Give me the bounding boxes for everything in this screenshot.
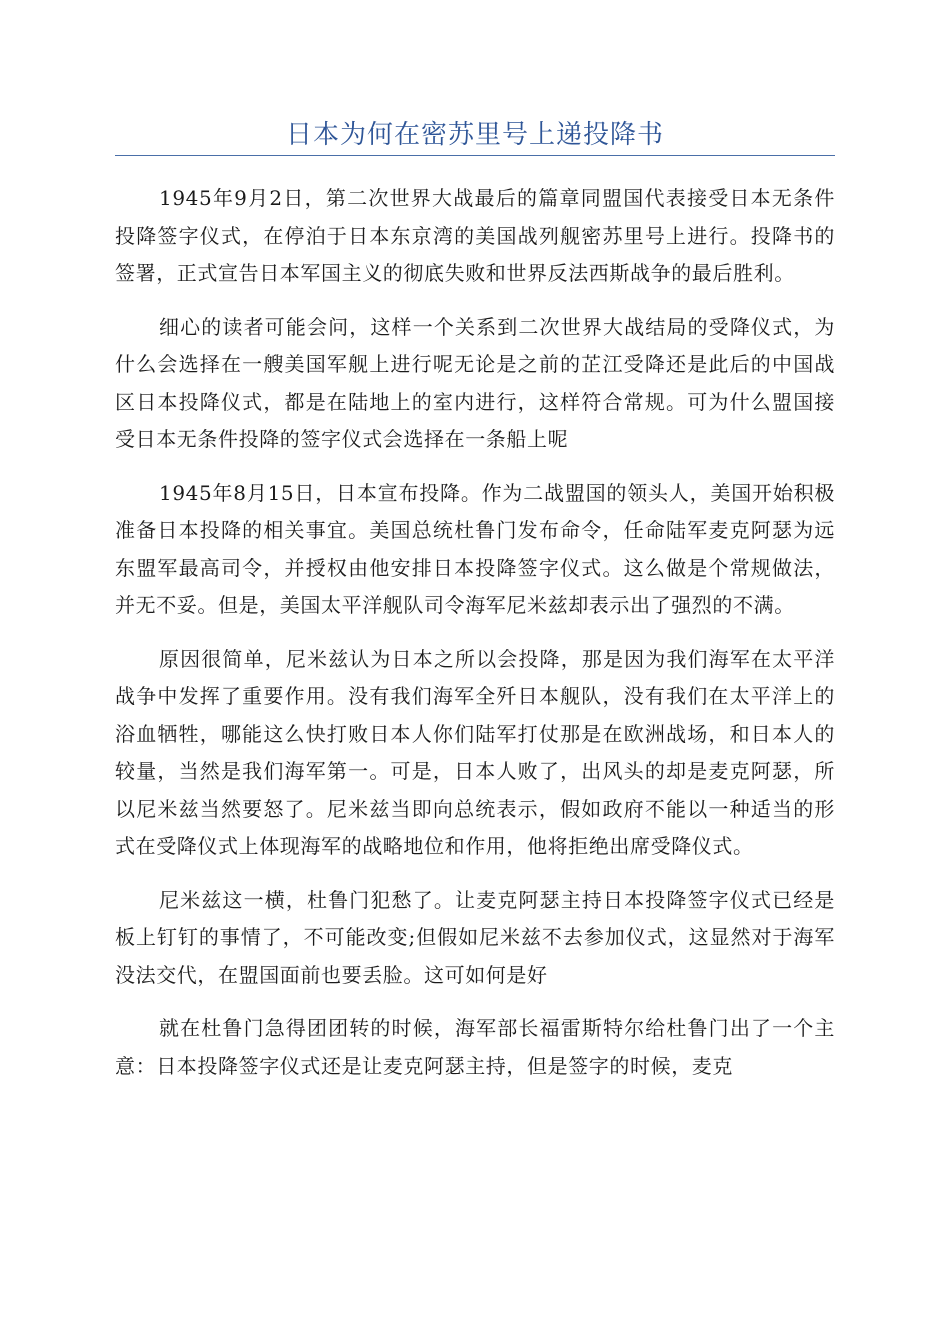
paragraph-3: 1945年8月15日，日本宣布投降。作为二战盟国的领头人，美国开始积极准备日本投降的相关事宜。美国总统杜鲁门发布命令，任命陆军麦克阿瑟为远东盟军最高司令，并授权由他安排日本投降签字仪式。这么做是个常规做法，并无不妥。但是，美国太平洋舰队司令海军尼米兹却表示出了强烈的不满。 xyxy=(115,480,835,617)
paragraph-6: 就在杜鲁门急得团团转的时候，海军部长福雷斯特尔给杜鲁门出了一个主意：日本投降签字仪式还是让麦克阿瑟主持，但是签字的时候，麦克 xyxy=(115,1016,835,1078)
paragraph-5: 尼米兹这一横，杜鲁门犯愁了。让麦克阿瑟主持日本投降签字仪式已经是板上钉钉的事情了，不可能改变;但假如尼米兹不去参加仪式，这显然对于海军没法交代，在盟国面前也要丢脸。这可如何是好 xyxy=(115,887,835,987)
document-page xyxy=(115,0,835,1101)
title-underline xyxy=(115,155,835,156)
paragraph-4: 原因很简单，尼米兹认为日本之所以会投降，那是因为我们海军在太平洋战争中发挥了重要作用。没有我们海军全歼日本舰队，没有我们在太平洋上的浴血牺牲，哪能这么快打败日本人你们陆军打仗那是在欧洲战场，和日本人的较量，当然是我们海军第一。可是，日本人败了，出风头的却是麦克阿瑟，所以尼米兹当然要怒了。尼米兹当即向总统表示，假如政府不能以一种适当的形式在受降仪式上体现海军的战略地位和作用，他将拒绝出席受降仪式。 xyxy=(115,646,835,858)
document-body xyxy=(115,180,835,1085)
document-title: 日本为何在密苏里号上递投降书 xyxy=(285,120,664,150)
paragraph-2: 细心的读者可能会问，这样一个关系到二次世界大战结局的受降仪式，为什么会选择在一艘美国军舰上进行呢无论是之前的芷江受降还是此后的中国战区日本投降仪式，都是在陆地上的室内进行，这样符合常规。可为什么盟国接受日本无条件投降的签字仪式会选择在一条船上呢 xyxy=(115,314,835,451)
paragraph-1: 1945年9月2日，第二次世界大战最后的篇章同盟国代表接受日本无条件投降签字仪式，在停泊于日本东京湾的美国战列舰密苏里号上进行。投降书的签署，正式宣告日本军国主义的彻底失败和世界反法西斯战争的最后胜利。 xyxy=(115,186,835,285)
